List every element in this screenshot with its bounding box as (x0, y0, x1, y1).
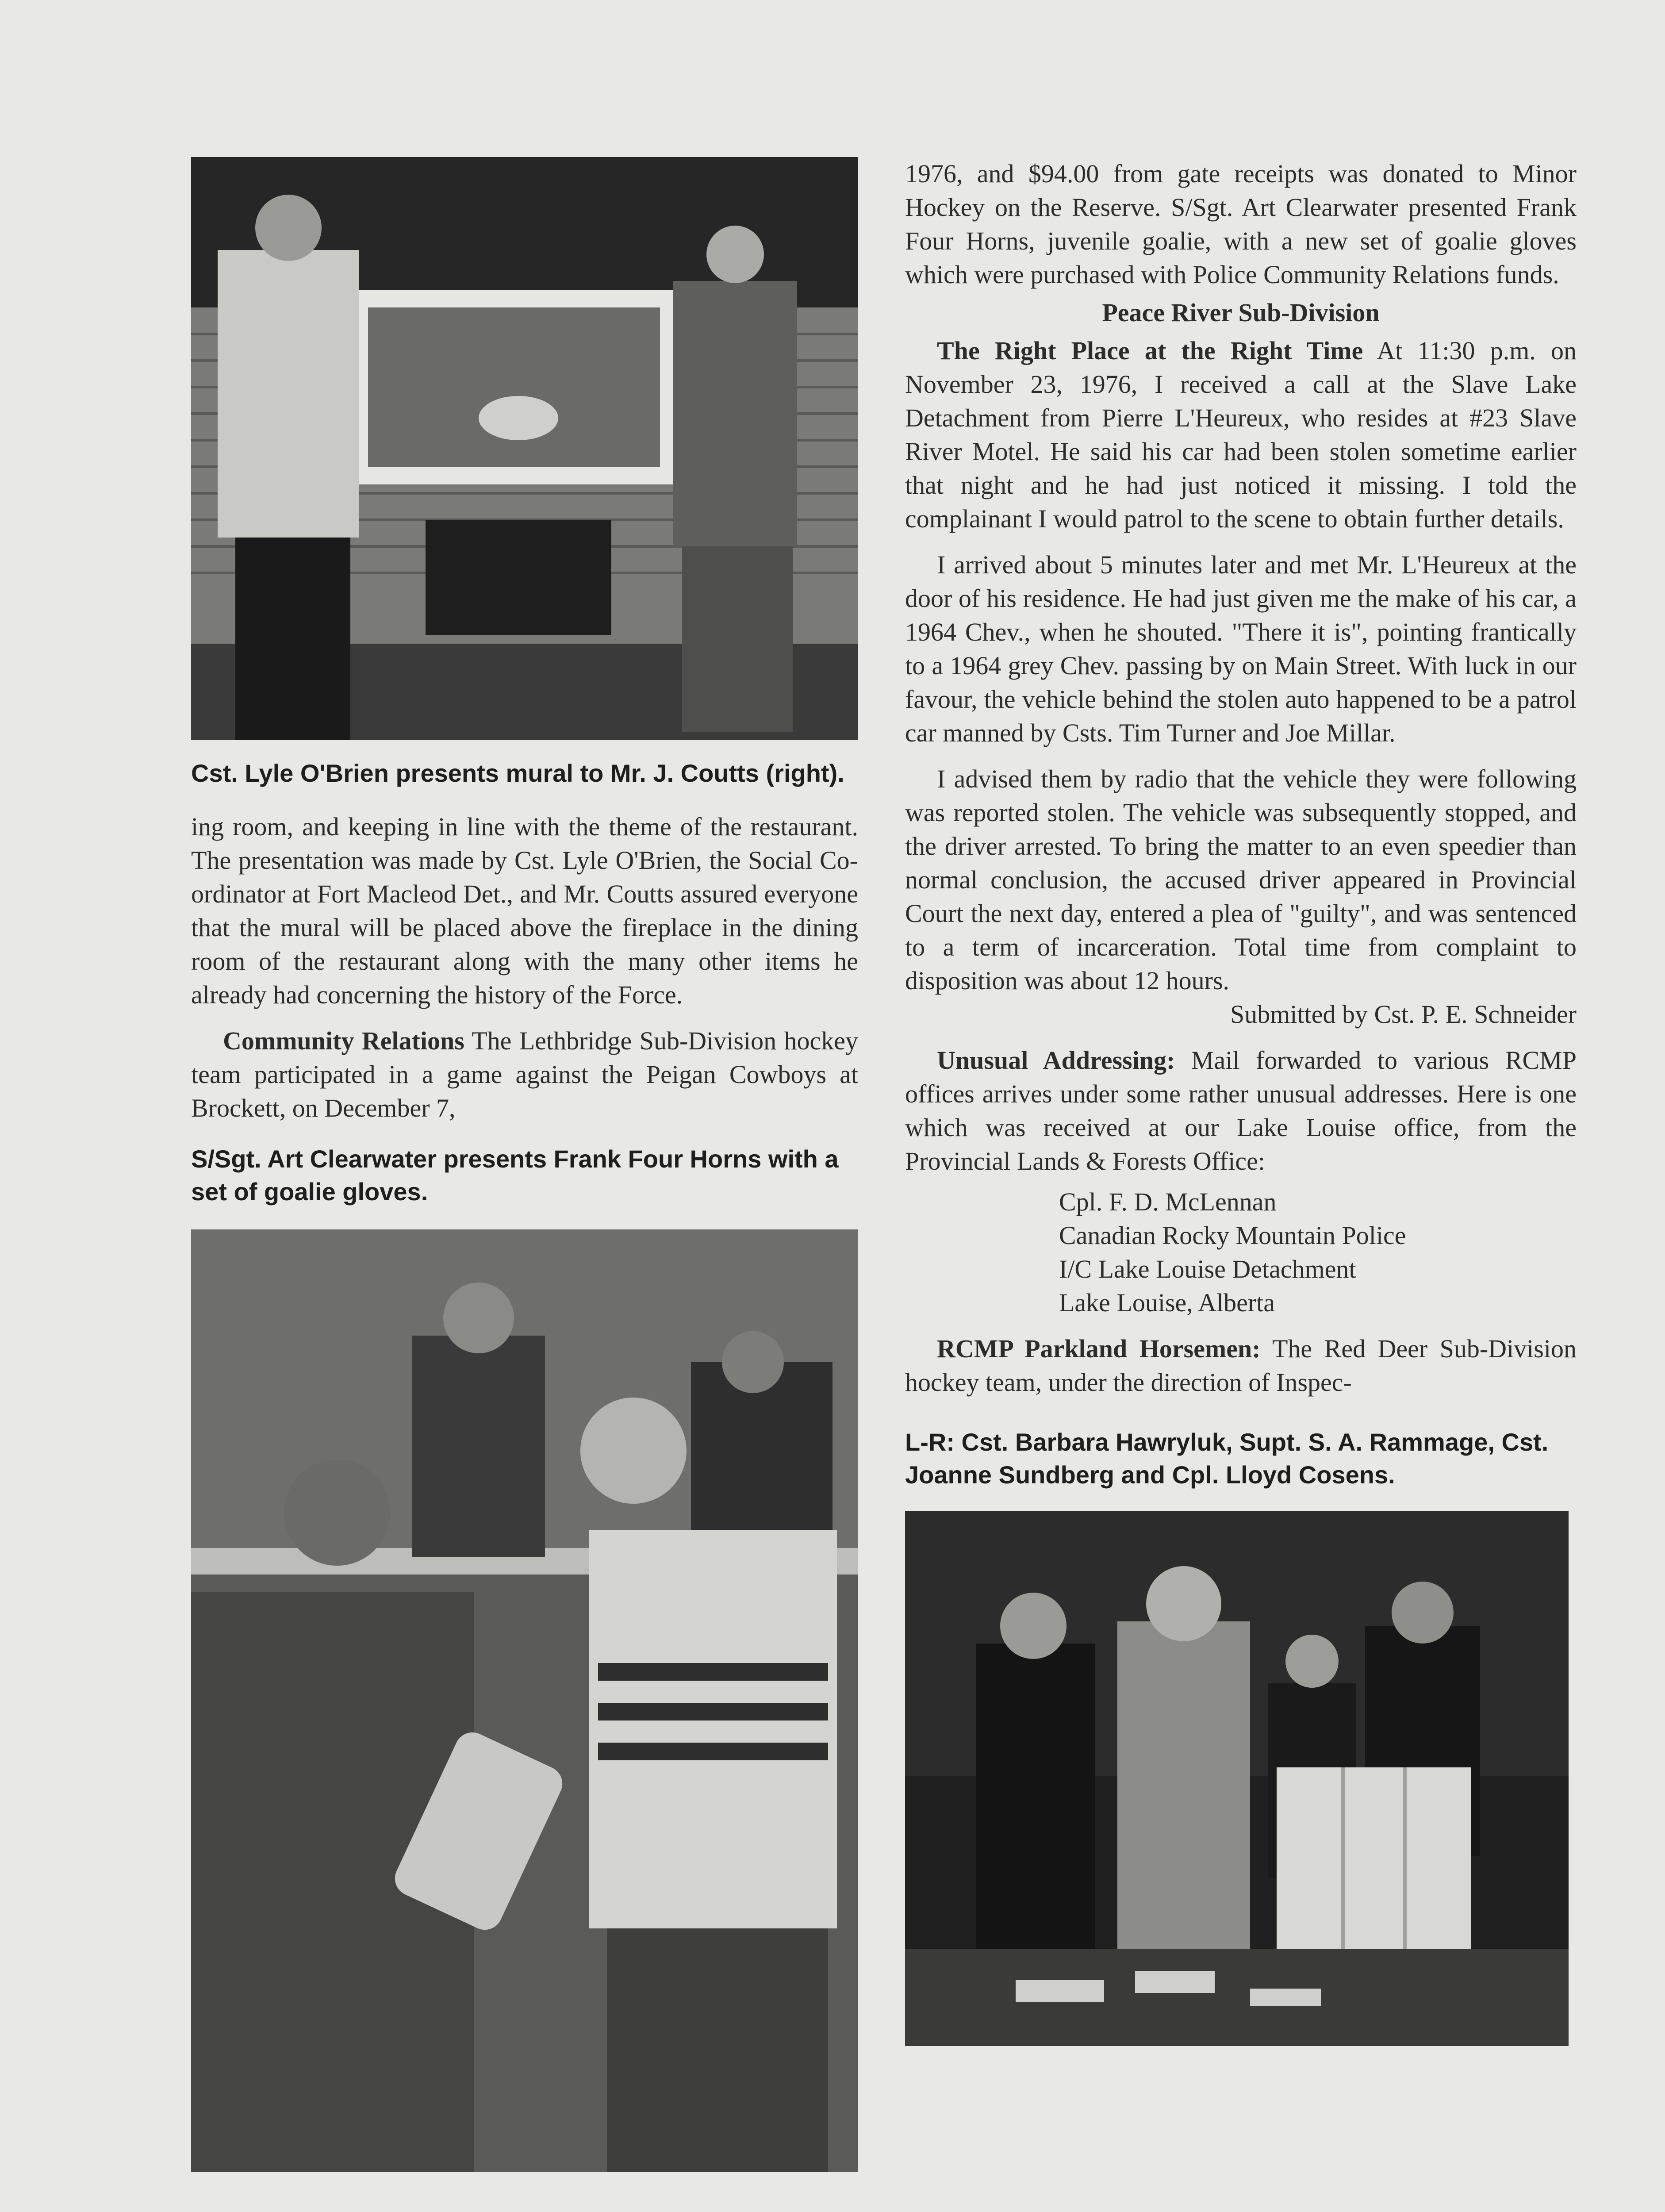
right-paragraph-5 (905, 1044, 1577, 1178)
community-relations-heading: Community Relations (223, 1026, 464, 1055)
community-relations-text: The Lethbridge Sub-Division hockey team participated in a game against the Peigan Cowboys at Brockett, on December 7, (191, 1026, 858, 1122)
parkland-caption: L-R: Cst. Barbara Hawryluk, Supt. S. A. Rammage, Cst. Joanne Sundberg and Cpl. Lloyd Cosens. (905, 1428, 1549, 1489)
right-paragraph-1: 1976, and $94.00 from gate receipts was donated to Minor Hockey on the Reserve. S/Sgt. Art Clearwater presented Frank Four Horns, juvenile goalie, with a new set of goalie gloves which were purchased with Police Community Relations funds. (905, 159, 1577, 289)
address-line-3: I/C Lake Louise Detachment (1059, 1255, 1356, 1283)
parkland-photo (905, 1511, 1569, 2046)
goalie-gloves-photo (191, 1229, 858, 2172)
right-paragraph-6 (905, 1332, 1577, 1399)
left-column (191, 157, 858, 2172)
gloves-caption: S/Sgt. Art Clearwater presents Frank Four Horns with a set of goalie gloves. (191, 1145, 839, 1206)
right-place-heading: The Right Place at the Right Time (937, 336, 1363, 365)
submitted-by: Submitted by Cst. P. E. Schneider (1230, 1000, 1577, 1029)
right-paragraph-4: I advised them by radio that the vehicle they were following was reported stolen. The vehicle was subsequently stopped, and the driver arrested. To bring the matter to an even speedier than normal conclusion, the accused driver appeared in Provincial Court the next day, entered a plea of "guilty", and was sentenced to a term of incarceration. Total time from complaint to disposition was about 12 hours. (905, 764, 1577, 995)
address-line-1: Cpl. F. D. McLennan (1059, 1187, 1277, 1216)
right-paragraph-3: I arrived about 5 minutes later and met Mr. L'Heureux at the door of his residence. He had just given me the make of his car, a 1964 Chev., when he shouted. "There it is", pointing frantically to a 1964 grey Chev. passing by on Main Street. With luck in our favour, the vehicle behind the stolen auto happened to be a patrol car manned by Csts. Tim Turner and Joe Millar. (905, 550, 1577, 747)
unusual-addressing-heading: Unusual Addressing: (937, 1046, 1175, 1075)
mailing-address (905, 1185, 1577, 1320)
parkland-horsemen-heading: RCMP Parkland Horsemen: (937, 1334, 1261, 1363)
mural-caption: Cst. Lyle O'Brien presents mural to Mr. J. Coutts (right). (191, 759, 844, 787)
address-line-2: Canadian Rocky Mountain Police (1059, 1221, 1406, 1250)
mural-photo (191, 157, 858, 740)
left-article-text (191, 810, 858, 1125)
right-paragraph-2 (905, 334, 1577, 536)
unusual-addressing-text: Mail forwarded to various RCMP offices arrives under some rather unusual addresses. Here is one which was received at our Lake Louise office, from the Provincial Lands & Forests Office: (905, 1046, 1577, 1175)
peace-river-heading: Peace River Sub-Division (1102, 298, 1380, 327)
left-paragraph-1: ing room, and keeping in line with the theme of the restaurant. The presentation was made by Cst. Lyle O'Brien, the Social Co-ordinator at Fort Macleod Det., and Mr. Coutts assured everyone that the mural will be placed above the fireplace in the dining room of the restaurant along with the many other items he already had concerning the history of the Force. (191, 812, 858, 1009)
right-place-text: At 11:30 p.m. on November 23, 1976, I received a call at the Slave Lake Detachment from Pierre L'Heureux, who resides at #23 Slave River Motel. He said his car had been stolen sometime earlier that night and he had just noticed it missing. I told the complainant I would patrol to the scene to obtain further details. (905, 336, 1577, 533)
right-column (905, 157, 1577, 2046)
address-line-4: Lake Louise, Alberta (1059, 1288, 1275, 1317)
left-paragraph-2 (191, 1024, 858, 1125)
parkland-horsemen-text: The Red Deer Sub-Division hockey team, under the direction of Inspec- (905, 1334, 1577, 1397)
right-article-text (905, 157, 1577, 1399)
